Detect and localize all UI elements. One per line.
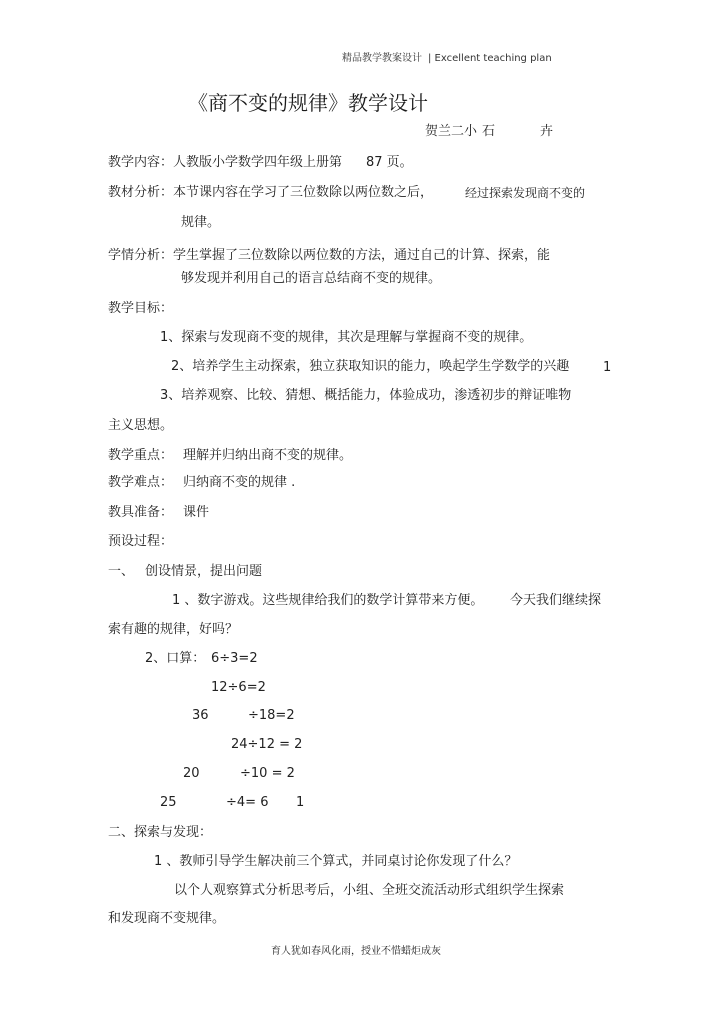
s1-item-1: 1 、数字游戏。这些规律给我们的数学计算带来方便。 [172, 593, 484, 608]
author-name-1: 石 [482, 124, 496, 139]
key-label: 教学重点： [108, 448, 174, 463]
analysis-line1-b: 经过探索发现商不变的 [465, 186, 586, 200]
calc-3-dividend: 36 [192, 708, 209, 723]
key-text: 理解并归纳出商不变的规律。 [183, 448, 353, 463]
s2-paragraph-cont: 和发现商不变规律。 [108, 911, 226, 926]
page-footer: 育人犹如春风化雨，授业不惜蜡炬成灰 [271, 946, 441, 957]
section-1-title: 创设情景，提出问题 [145, 564, 263, 579]
goal-2: 2、培养学生主动探索，独立获取知识的能力，唤起学生学数学的兴趣 [171, 359, 570, 374]
process-label: 预设过程： [108, 534, 174, 549]
section-2-title: 二、探索与发现： [108, 825, 213, 840]
student-line2: 够发现并利用自己的语言总结商不变的规律。 [181, 271, 442, 286]
calc-1: 6÷3=2 [211, 651, 258, 666]
header-left: 精品教学教案设计 [342, 53, 422, 64]
goals-label: 教学目标： [108, 301, 174, 316]
student-line1: 学情分析：学生掌握了三位数除以两位数的方法，通过自己的计算、探索，能 [108, 248, 551, 263]
hard-text: 归纳商不变的规律 . [183, 475, 296, 490]
s1-item-1-b: 今天我们继续探 [510, 593, 602, 608]
tool-label: 教具准备： [108, 505, 174, 520]
author-school: 贺兰二小 [425, 124, 478, 139]
analysis-line2: 规律。 [181, 215, 221, 230]
tool-text: 课件 [183, 505, 210, 520]
calc-2: 12÷6=2 [211, 680, 266, 695]
calc-3-rest: ÷18=2 [248, 708, 295, 723]
s1-item-2-label: 2、口算： [145, 651, 206, 666]
calc-5-dividend: 20 [183, 766, 200, 781]
calc-4: 24÷12 = 2 [231, 737, 303, 752]
content-page: 87 页。 [366, 155, 413, 170]
calc-6-dividend: 25 [160, 795, 177, 810]
s1-item-1-cont: 索有趣的规律，好吗？ [108, 622, 239, 637]
goal-3: 3、培养观察、比较、猜想、概括能力，体验成功，渗透初步的辩证唯物 [160, 388, 572, 403]
goal-1: 1、探索与发现商不变的规律，其次是理解与掌握商不变的规律。 [160, 330, 533, 345]
goal-3-cont: 主义思想。 [108, 418, 174, 433]
section-1-number: 一、 [108, 564, 135, 579]
author-name-2: 卉 [540, 124, 554, 139]
calc-6-mark: 1 [296, 795, 305, 810]
calc-5-rest: ÷10 = 2 [240, 766, 295, 781]
s2-item-1: 1 、教师引导学生解决前三个算式，并同桌讨论你发现了什么？ [154, 854, 518, 869]
calc-6-rest: ÷4= 6 [226, 795, 269, 810]
doc-title: 《商不变的规律》教学设计 [188, 91, 428, 115]
analysis-line1: 教材分析：本节课内容在学习了三位数除以两位数之后， [108, 185, 434, 200]
goal-2-mark: 1 [603, 360, 612, 375]
header-right: | Excellent teaching plan [428, 53, 552, 64]
s2-paragraph: 以个人观察算式分析思考后，小组、全班交流活动形式组织学生探索 [174, 883, 565, 898]
hard-label: 教学难点： [108, 475, 174, 490]
content-line: 教学内容：人教版小学数学四年级上册第 [108, 155, 343, 170]
